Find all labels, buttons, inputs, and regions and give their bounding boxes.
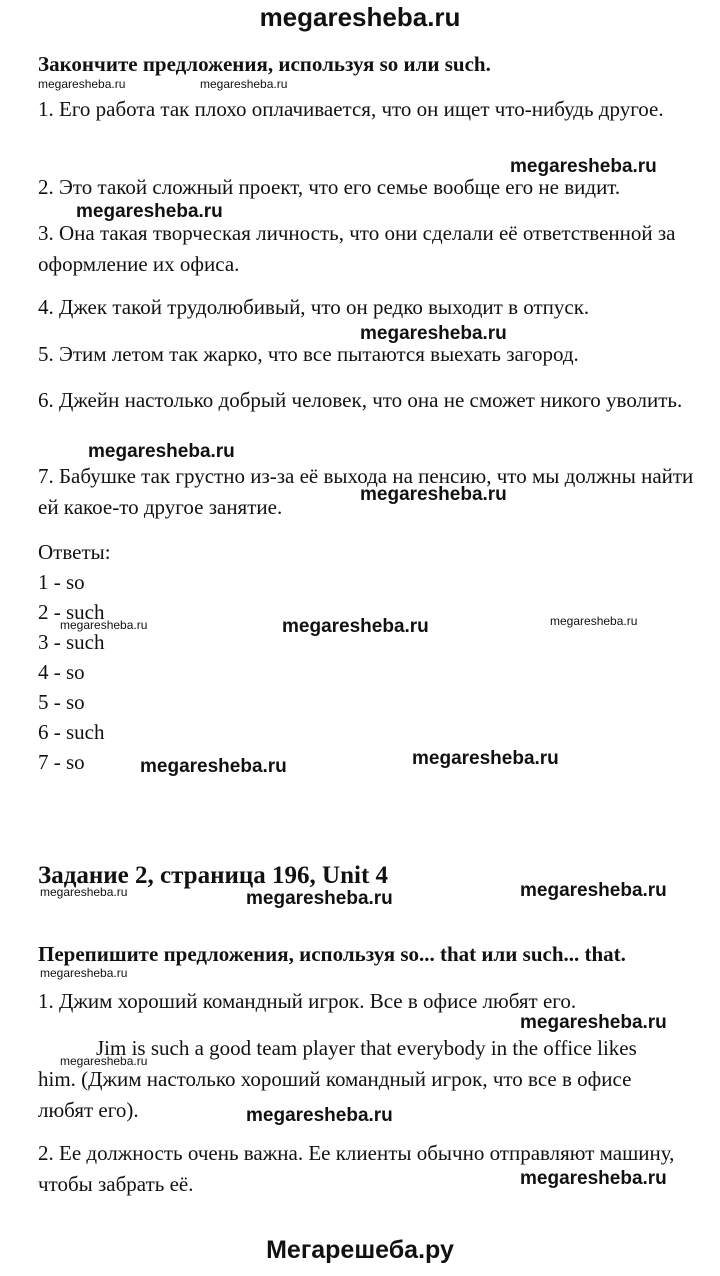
answer-5: 5 - so: [38, 690, 85, 714]
site-footer: Мегарешеба.ру: [266, 1236, 454, 1264]
answer-4: 4 - so: [38, 660, 85, 684]
watermark: megaresheba.ru: [88, 441, 235, 462]
answer-3: 3 - such: [38, 630, 105, 654]
watermark: megaresheba.ru: [520, 880, 667, 901]
watermark: megaresheba.ru: [140, 756, 287, 777]
watermark: megaresheba.ru: [412, 748, 559, 769]
watermark-small: megaresheba.ru: [200, 77, 288, 91]
answer-2: 2 - such: [38, 600, 105, 624]
answers-label: Ответы:: [38, 540, 111, 564]
answer-1: 1 - so: [38, 570, 85, 594]
watermark: megaresheba.ru: [246, 1105, 393, 1126]
task2-sentence-1: 1. Джим хороший командный игрок. Все в офисе любят его.: [38, 989, 577, 1013]
task2-title: Задание 2, страница 196, Unit 4: [38, 862, 389, 889]
watermark: megaresheba.ru: [282, 616, 429, 637]
watermark-small: megaresheba.ru: [40, 885, 128, 899]
watermark: megaresheba.ru: [246, 888, 393, 909]
task1-sentence-6: 6. Джейн настолько добрый человек, что она не сможет никого уволить.: [38, 388, 683, 412]
watermark-small: megaresheba.ru: [38, 77, 126, 91]
task1-sentence-7: 7. Бабушке так грустно из-за её выхода на пенсию, что мы должны найти ей какое-то другое занятие.: [38, 464, 694, 519]
watermark-small: megaresheba.ru: [40, 966, 128, 980]
task1-sentence-1: 1. Его работа так плохо оплачивается, что он ищет что-нибудь другое.: [38, 97, 664, 121]
task2-answer-1-rest: him. (Джим настолько хороший командный игрок, что все в офисе любят его).: [38, 1067, 632, 1122]
watermark: megaresheba.ru: [520, 1012, 667, 1033]
task1-instruction: Закончите предложения, используя so или such.: [38, 52, 491, 76]
watermark-small: megaresheba.ru: [550, 614, 638, 628]
answer-7: 7 - so: [38, 750, 85, 774]
task2-instruction: Перепишите предложения, используя so... that или such... that.: [38, 942, 626, 966]
watermark: megaresheba.ru: [360, 484, 507, 505]
watermark: megaresheba.ru: [76, 201, 223, 222]
watermark: megaresheba.ru: [510, 156, 657, 177]
task1-sentence-5: 5. Этим летом так жарко, что все пытаются выехать загород.: [38, 342, 579, 366]
site-header: megaresheba.ru: [259, 2, 461, 32]
answer-6: 6 - such: [38, 720, 105, 744]
task2-sentence-2: 2. Ее должность очень важна. Ее клиенты обычно отправляют машину, чтобы забрать её.: [38, 1141, 675, 1196]
task2-answer-1-line1: Jim is such a good team player that everybody in the office likes: [96, 1036, 637, 1060]
watermark: megaresheba.ru: [360, 323, 507, 344]
watermark: megaresheba.ru: [520, 1168, 667, 1189]
watermark-small: megaresheba.ru: [60, 1054, 148, 1068]
task1-sentence-2: 2. Это такой сложный проект, что его семье вообще его не видит.: [38, 175, 621, 199]
watermark-small: megaresheba.ru: [60, 618, 148, 632]
task1-sentence-4: 4. Джек такой трудолюбивый, что он редко выходит в отпуск.: [38, 295, 590, 319]
task1-sentence-3: 3. Она такая творческая личность, что они сделали её ответственной за оформление их офиса.: [38, 221, 676, 276]
